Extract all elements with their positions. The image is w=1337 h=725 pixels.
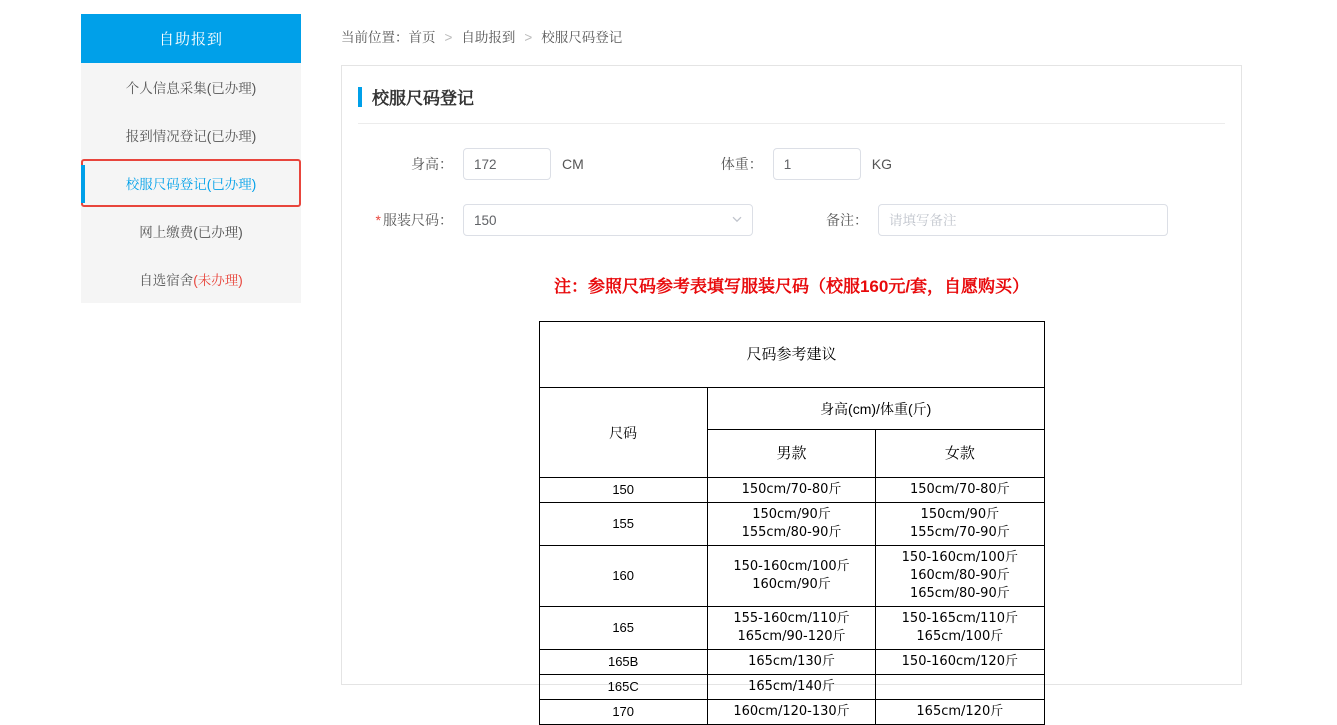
size-table-title: 尺码参考建议 (539, 322, 1044, 388)
height-unit: CM (562, 156, 584, 172)
sidebar-header: 自助报到 (81, 14, 301, 63)
table-row (539, 650, 1044, 675)
breadcrumb-label: 当前位置： (341, 30, 409, 45)
page-title: 校服尺码登记 (372, 89, 474, 108)
breadcrumb-separator: > (444, 30, 453, 45)
size-cell: 150 (539, 478, 707, 503)
sidebar-item-label: 校服尺码登记(已办理) (125, 177, 257, 192)
female-size-cell (876, 675, 1044, 700)
panel-title-row (342, 66, 1241, 109)
male-size-cell: 165cm/130斤 (707, 650, 875, 675)
table-row (539, 675, 1044, 700)
female-size-cell: 150-160cm/120斤 (876, 650, 1044, 675)
sidebar-item-registration-status[interactable] (81, 111, 301, 159)
height-field (358, 148, 584, 180)
weight-label: 体重： (720, 156, 763, 172)
uniform-size-select[interactable] (463, 204, 753, 236)
weight-field (668, 148, 892, 180)
note-field (773, 204, 1168, 236)
size-table-header-hw: 身高(cm)/体重(斤) (707, 388, 1044, 430)
male-size-cell: 165cm/140斤 (707, 675, 875, 700)
form-row-size (342, 204, 1241, 236)
size-reference-table-wrap (539, 321, 1045, 725)
uniform-size-label-text: 服装尺码： (383, 212, 453, 228)
size-instruction-note: 注：参照尺码参考表填写服装尺码（校服160元/套，自愿购买） (553, 277, 1030, 296)
size-table-header-female: 女款 (876, 430, 1044, 478)
sidebar-item-personal-info[interactable] (81, 63, 301, 111)
breadcrumb (341, 0, 1337, 46)
table-row (539, 503, 1044, 546)
height-input[interactable] (463, 148, 551, 180)
size-cell: 165B (539, 650, 707, 675)
form-row-measurements (342, 148, 1241, 180)
sidebar-item-dorm-selection[interactable] (81, 255, 301, 303)
breadcrumb-section[interactable]: 自助报到 (461, 30, 516, 45)
height-label: 身高： (411, 156, 453, 172)
male-size-cell: 150cm/70-80斤 (707, 478, 875, 503)
size-table-data-rows (539, 478, 1044, 725)
female-size-cell: 150-160cm/100斤 160cm/80-90斤 165cm/80-90斤 (876, 546, 1044, 607)
size-cell: 165 (539, 607, 707, 650)
male-size-cell: 155-160cm/110斤 165cm/90-120斤 (707, 607, 875, 650)
sidebar-item-status: (未办理) (193, 273, 243, 288)
breadcrumb-separator: > (524, 30, 533, 45)
male-size-cell: 160cm/120-130斤 (707, 700, 875, 725)
sidebar-item-label: 自选宿舍 (139, 273, 194, 288)
size-cell: 155 (539, 503, 707, 546)
panel-title-divider (358, 123, 1225, 124)
size-reference-table (539, 321, 1045, 725)
size-table-header-male: 男款 (707, 430, 875, 478)
weight-input[interactable] (773, 148, 861, 180)
size-cell: 160 (539, 546, 707, 607)
note-label: 备注： (826, 212, 868, 228)
table-row (539, 546, 1044, 607)
sidebar-item-uniform-size[interactable] (81, 159, 301, 207)
female-size-cell: 150-165cm/110斤 165cm/100斤 (876, 607, 1044, 650)
breadcrumb-home[interactable]: 首页 (408, 30, 436, 45)
sidebar-item-online-payment[interactable] (81, 207, 301, 255)
size-cell: 170 (539, 700, 707, 725)
sidebar-item-label: 网上缴费(已办理) (139, 225, 243, 240)
breadcrumb-current: 校服尺码登记 (541, 30, 623, 45)
panel-title-accent (358, 87, 362, 107)
table-row (539, 478, 1044, 503)
male-size-cell: 150-160cm/100斤 160cm/90斤 (707, 546, 875, 607)
weight-unit: KG (871, 156, 893, 172)
sidebar-item-label: 个人信息采集(已办理) (125, 81, 257, 96)
sidebar-item-label: 报到情况登记(已办理) (125, 129, 257, 144)
female-size-cell: 150cm/70-80斤 (876, 478, 1044, 503)
active-indicator-bar (81, 165, 85, 203)
uniform-size-label (358, 210, 453, 230)
size-table-body (539, 322, 1044, 478)
sidebar (81, 14, 301, 303)
table-row (539, 700, 1044, 725)
required-asterisk: * (375, 212, 381, 228)
female-size-cell: 165cm/120斤 (876, 700, 1044, 725)
main-content (341, 0, 1337, 719)
uniform-size-select-value[interactable] (463, 204, 753, 236)
size-cell: 165C (539, 675, 707, 700)
size-table-header-size: 尺码 (539, 388, 707, 478)
table-row (539, 388, 1044, 430)
table-row (539, 607, 1044, 650)
table-row (539, 322, 1044, 388)
uniform-size-panel (341, 65, 1242, 719)
uniform-size-field (358, 204, 753, 236)
note-input[interactable] (878, 204, 1168, 236)
male-size-cell: 150cm/90斤 155cm/80-90斤 (707, 503, 875, 546)
female-size-cell: 150cm/90斤 155cm/70-90斤 (876, 503, 1044, 546)
